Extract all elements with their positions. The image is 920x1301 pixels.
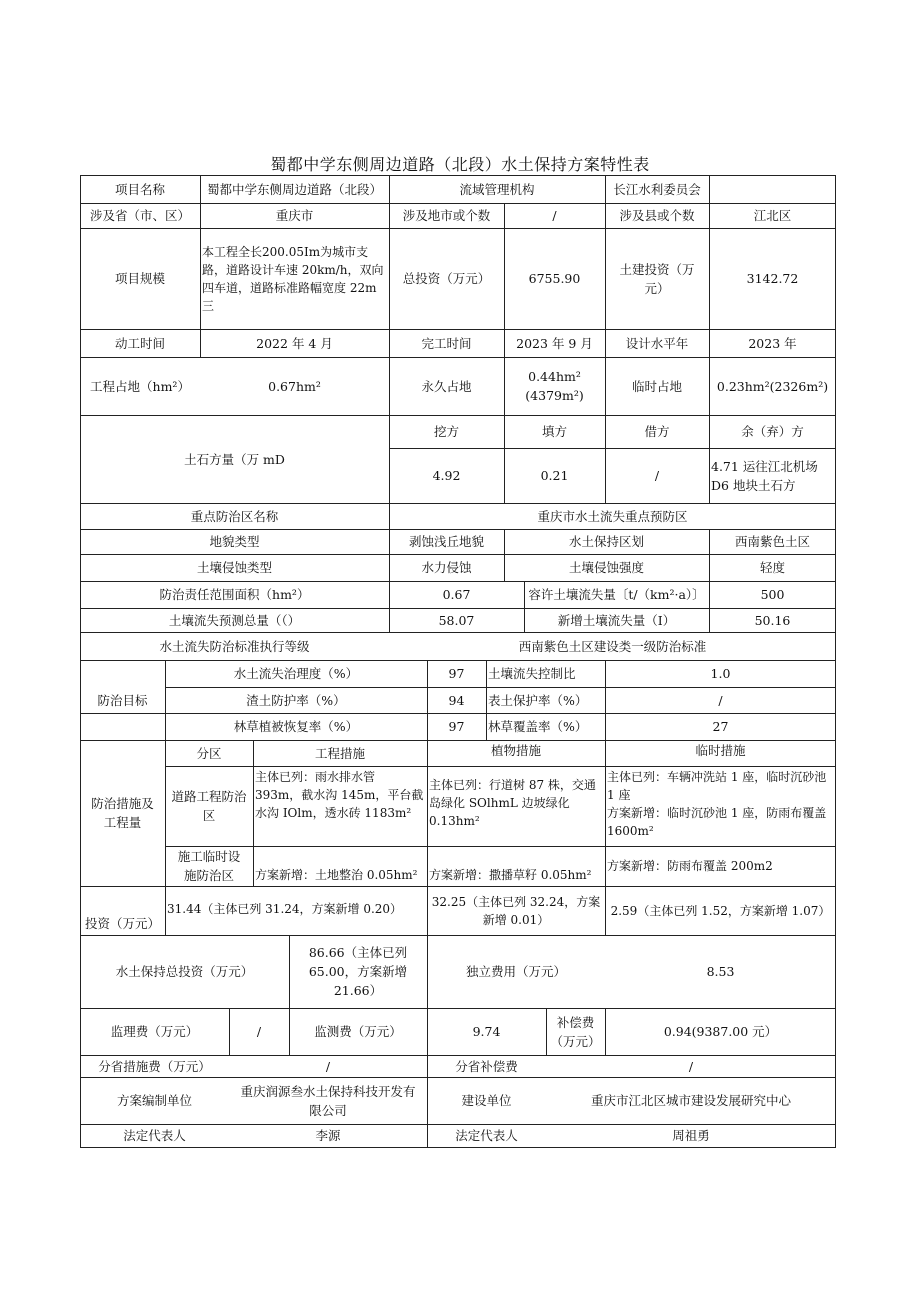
permanent-area: 0.44hm² (4379m²) (525, 369, 584, 403)
resp-area-label: 防治责任范围面积（hm²） (159, 587, 310, 602)
col-plant: 植物措施 (490, 742, 541, 758)
target-r2b: / (718, 692, 723, 708)
supervise-label: 监理费（万元） (110, 1024, 199, 1039)
county-label: 涉及县或个数 (619, 208, 695, 223)
prov-measure-label: 分省措施费（万元） (98, 1058, 211, 1074)
resp-area: 0.67 (442, 587, 471, 602)
scale-label: 项目规模 (114, 271, 165, 286)
prov-measure: / (325, 1058, 331, 1074)
basin-agency-extra (709, 175, 836, 203)
col-temporary: 临时措施 (695, 742, 746, 758)
start-label: 动工时间 (114, 335, 165, 351)
target-r2: 94 (448, 692, 465, 708)
rep2: 周祖勇 (672, 1128, 710, 1143)
comp-cost: 0.94(9387.00 元） (663, 1024, 778, 1039)
spoil-value: 4.71 运往江北机场 D6 地块土石方 (711, 458, 818, 493)
earthwork-label: 土石方量（万 mD (184, 451, 285, 467)
target-r1: 97 (448, 666, 465, 681)
target-r2b-label: 表土保护率（%） (488, 692, 588, 708)
project-name: 蜀都中学东侧周边道路（北段） (206, 181, 382, 197)
col-zone: 分区 (196, 745, 222, 761)
erosion-type: 水力侵蚀 (421, 560, 472, 575)
target-r3: 97 (448, 719, 465, 734)
target-r2-label: 渣土防护率（%） (246, 692, 346, 708)
rep1-label: 法定代表人 (123, 1128, 186, 1143)
province: 重庆市 (275, 208, 314, 223)
supervise-cost: / (256, 1024, 262, 1039)
temporary-area: 0.23hm²(2326m²) (716, 378, 829, 394)
predict-loss: 58.07 (438, 612, 475, 628)
invest-plant: 32.25（主体已列 32.24，方案新增 0.01） (431, 894, 601, 927)
key-zone-label: 重点防治区名称 (190, 508, 279, 524)
landform: 剥蚀浅丘地貌 (408, 534, 484, 549)
standard: 西南紫色土区建设类一级防治标准 (518, 638, 707, 654)
target-r3-label: 林草植被恢复率（%） (233, 719, 359, 734)
project-scale: 本工程全长200.05Im为城市支路，道路设计车速 20km/h，双向四车道，道路标准路幅宽度 22m 三 (202, 244, 384, 313)
design-year: 2023 年 (748, 335, 797, 351)
predict-loss-label: 土壤流失预测总量（（） (168, 612, 301, 628)
site-plant: 方案新增：撒播草籽 0.05hm² (429, 868, 592, 882)
new-loss-label: 新增土壤流失量（I） (557, 612, 676, 628)
target-r1b: 1.0 (710, 666, 731, 681)
total-area: 0.67hm² (268, 378, 321, 394)
basin-label: 流域管理机构 (459, 181, 535, 197)
start-time: 2022 年 4 月 (256, 335, 333, 351)
new-loss: 50.16 (754, 612, 791, 628)
temp-label: 临时占地 (631, 378, 682, 394)
key-zone: 重庆市水土流失重点预防区 (537, 508, 688, 524)
standard-label: 水土流失防治标准执行等级 (159, 638, 310, 654)
site-temporary: 方案新增：防雨布覆盖 200m2 (607, 859, 773, 873)
road-zone: 道路工程防治区 (171, 789, 247, 823)
invest-engineering: 31.44（主体已列 31.24，方案新增 0.20） (167, 902, 403, 916)
erosion-level-label: 土壤侵蚀强度 (568, 560, 644, 575)
target-r1b-label: 土壤流失控制比 (488, 666, 576, 681)
city-label: 涉及地市或个数 (402, 208, 491, 223)
target-r3b: 27 (712, 719, 729, 734)
road-temporary: 主体已列：车辆冲洗站 1 座，临时沉砂池 1 座 方案新增：临时沉砂池 1 座，防雨布覆盖 1600m² (607, 770, 827, 838)
dig-value: 4.92 (432, 468, 461, 483)
dig-label: 挖方 (433, 424, 459, 439)
page-title: 蜀都中学东侧周边道路（北段）水土保持方案特性表 (270, 155, 650, 174)
indep-cost-label: 独立费用（万元） (465, 964, 566, 979)
prov-comp-label: 分省补偿费 (455, 1058, 518, 1074)
road-plant: 主体已列：行道树 87 株，交通岛绿化 SOlhmL 边坡绿化 0.13hm² (429, 778, 596, 828)
allow-loss-label: 容许土壤流失量〔t/（km²·a）〕 (528, 587, 705, 602)
county: 江北区 (753, 208, 792, 223)
civil-investment: 3142.72 (746, 271, 799, 286)
end-time: 2023 年 9 月 (516, 335, 593, 351)
invest-row-label: 投资（万元） (84, 916, 160, 931)
borrow-label: 借方 (644, 424, 670, 439)
division: 西南紫色土区 (734, 534, 810, 549)
author-label: 方案编制单位 (116, 1093, 192, 1108)
basin-agency: 长江水利委员会 (613, 181, 701, 197)
project-name-label: 项目名称 (114, 181, 165, 197)
civil-label: 土建投资（万元） (619, 261, 695, 296)
monitor-label: 监测费（万元） (314, 1024, 402, 1039)
erosion-level: 轻度 (759, 560, 785, 575)
site-engineering: 方案新增：土地整治 0.05hm² (255, 868, 418, 882)
fill-value: 0.21 (540, 468, 569, 483)
province-label: 涉及省（市、区） (89, 208, 190, 223)
total-investment: 6755.90 (528, 271, 581, 286)
comp-label: 补偿费 （万元） (550, 1014, 601, 1049)
indep-cost: 8.53 (706, 964, 735, 979)
monitor-cost: 9.74 (472, 1024, 501, 1039)
rep1: 李源 (315, 1128, 341, 1143)
site-zone: 施工临时设施防治区 (177, 849, 241, 883)
division-label: 水土保持区划 (568, 534, 644, 549)
landform-label: 地貌类型 (209, 534, 260, 549)
target-r1-label: 水土流失治理度（%） (233, 666, 359, 681)
targets-label: 防治目标 (97, 692, 148, 708)
fill-label: 填方 (541, 424, 567, 439)
builder-label: 建设单位 (461, 1093, 512, 1108)
measures-label: 防治措施及工程量 (91, 796, 154, 830)
builder-unit: 重庆市江北区城市建设发展研究中心 (590, 1093, 791, 1108)
perm-label: 永久占地 (421, 378, 472, 394)
total-cost-label: 水土保持总投资（万元） (115, 964, 254, 979)
design-label: 设计水平年 (625, 335, 689, 351)
invest-label: 总投资（万元） (402, 271, 491, 286)
erosion-type-label: 土壤侵蚀类型 (196, 560, 272, 575)
allow-loss: 500 (760, 587, 785, 602)
spoil-label: 余（弃）方 (741, 424, 804, 439)
rep2-label: 法定代表人 (455, 1128, 518, 1143)
invest-temporary: 2.59（主体已列 1.52，方案新增 1.07） (610, 903, 831, 918)
prov-comp: / (688, 1058, 694, 1074)
total-cost: 86.66（主体已列 65.00，方案新增 21.66） (308, 945, 408, 998)
target-r3b-label: 林草覆盖率（%） (488, 719, 588, 734)
area-label: 工程占地（hm²） (90, 378, 190, 394)
city: / (552, 208, 557, 223)
author-unit: 重庆润源叁水土保持科技开发有限公司 (240, 1083, 416, 1118)
borrow-value: / (654, 468, 660, 483)
end-label: 完工时间 (421, 335, 472, 351)
characteristics-table (80, 175, 836, 1148)
road-engineering: 主体已列：雨水排水管 393m，截水沟 145m，平台截水沟 IOlm，透水砖 1183m² (255, 770, 424, 820)
col-engineering: 工程措施 (314, 745, 365, 761)
